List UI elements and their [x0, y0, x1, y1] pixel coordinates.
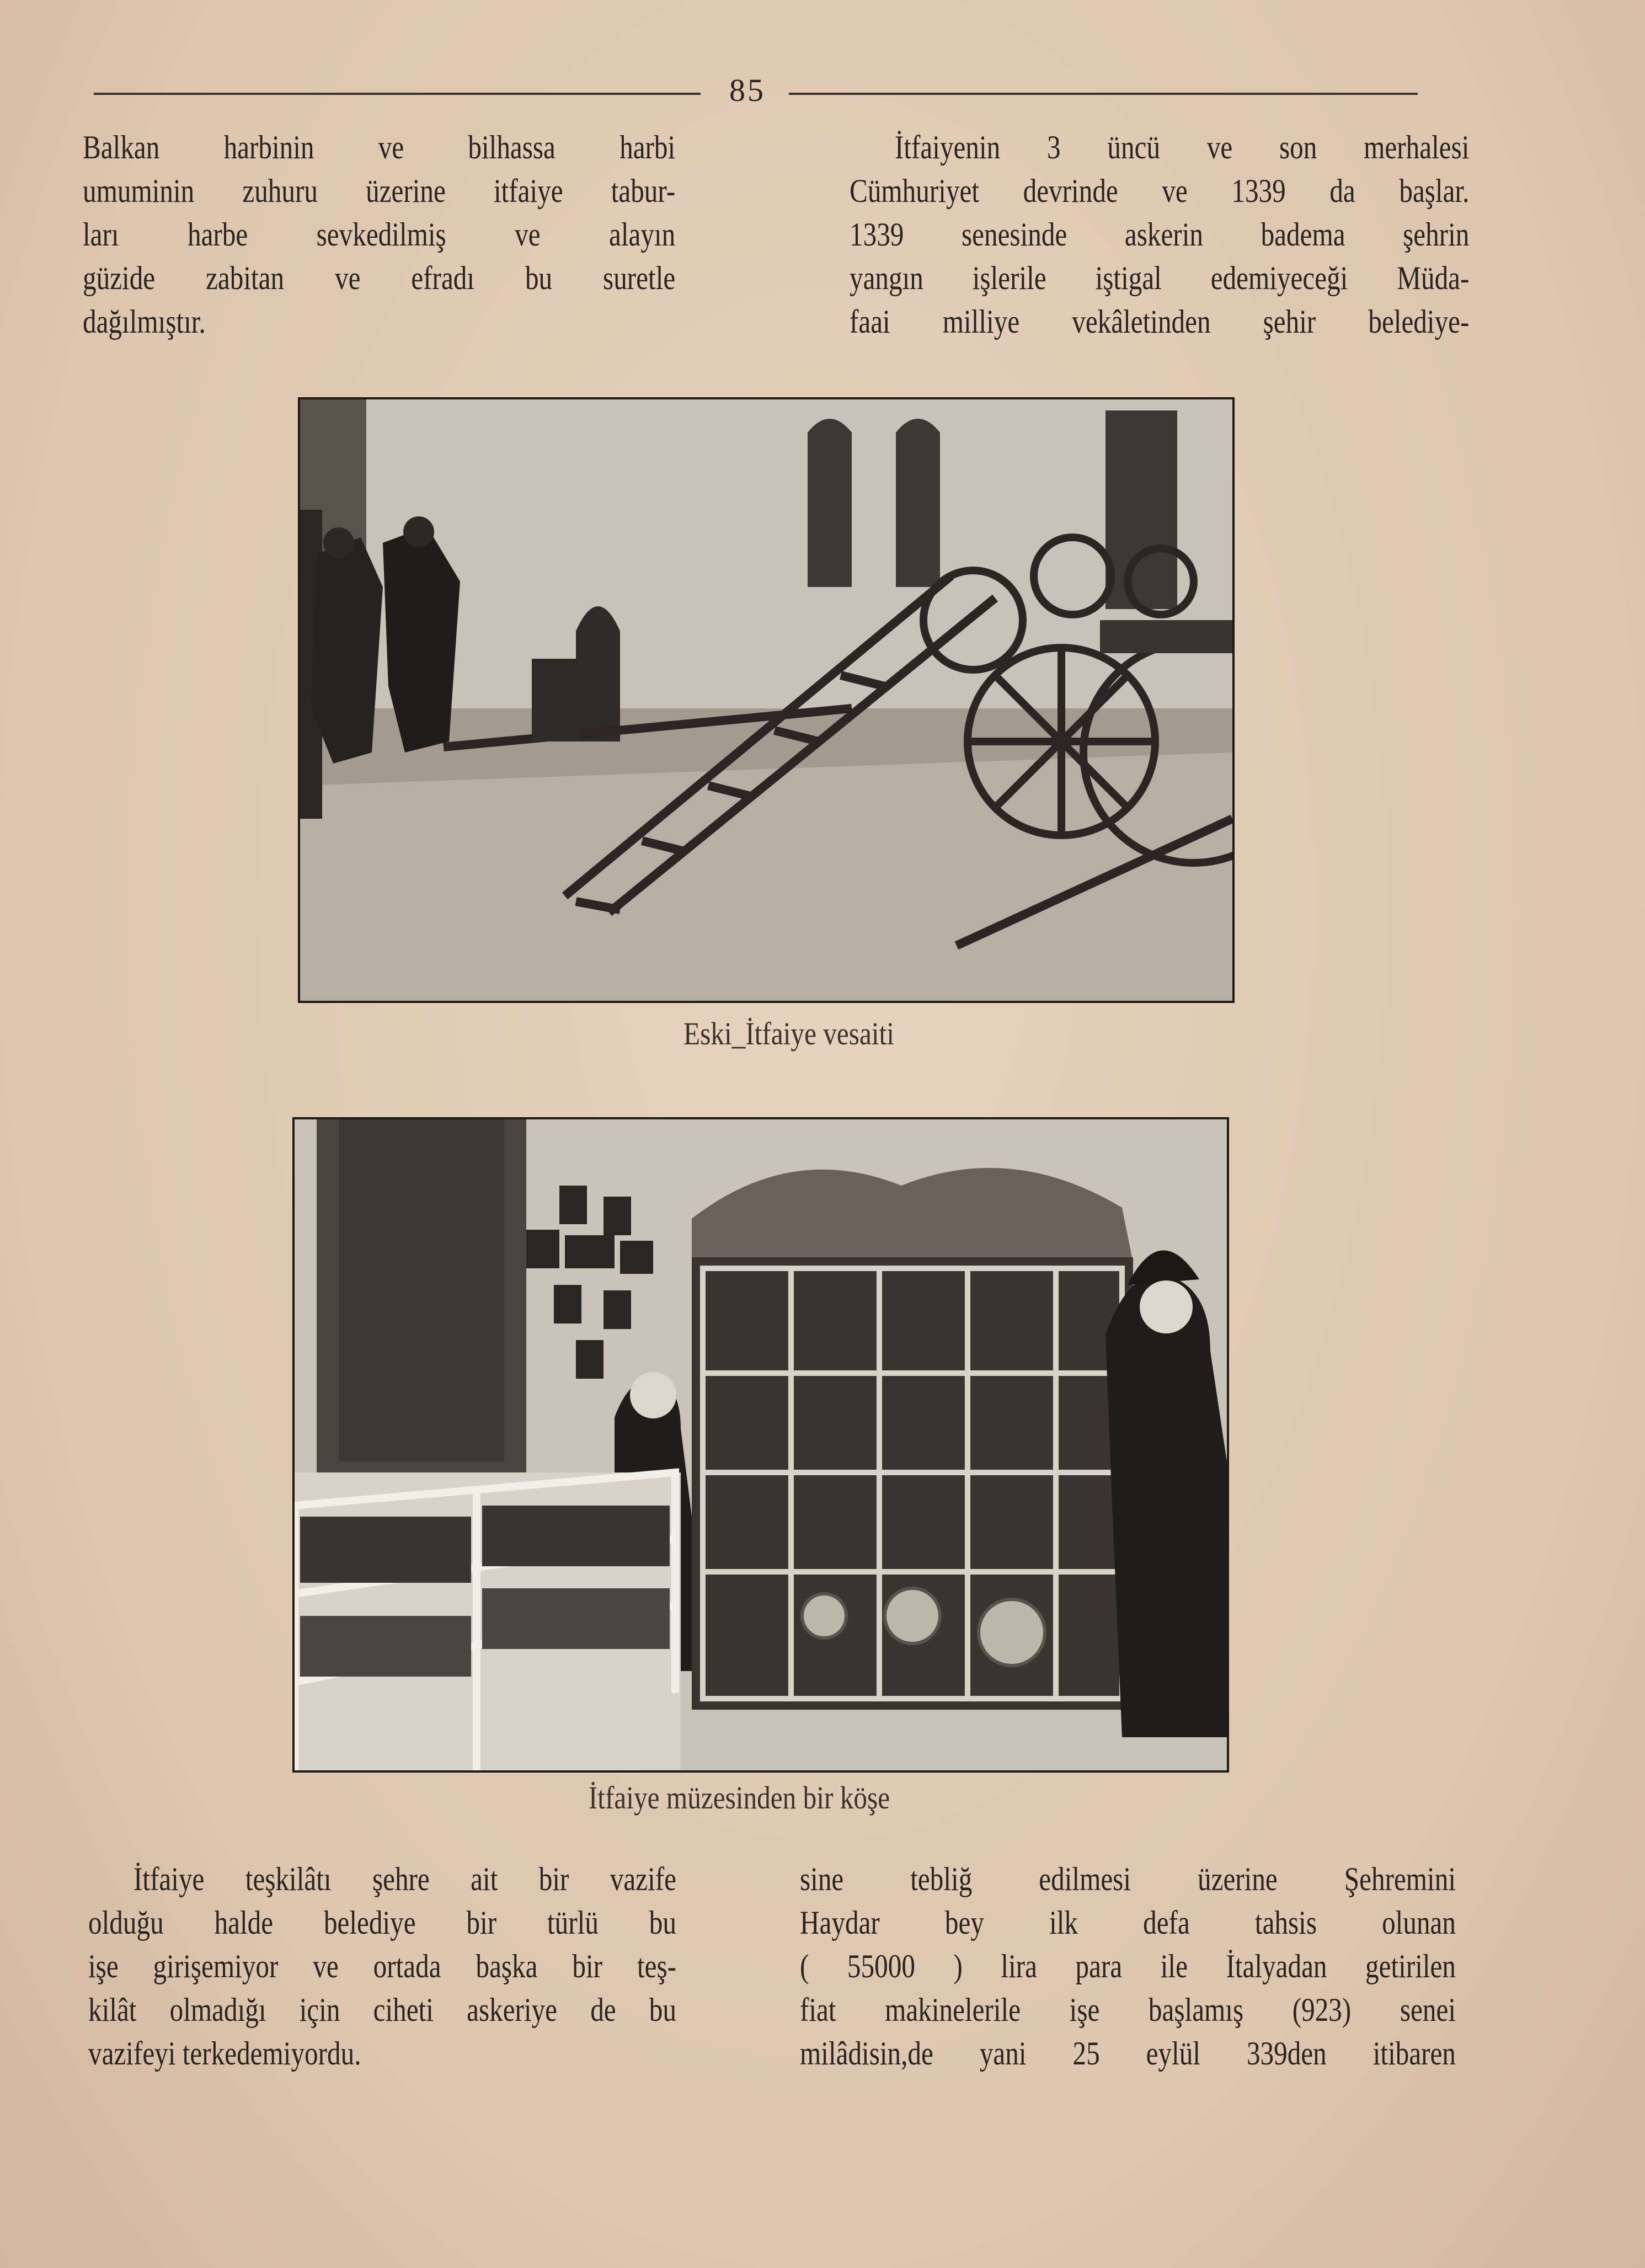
header-rule-right — [789, 93, 1418, 95]
text-column-bottom-left — [88, 1858, 676, 2075]
text-line: İtfaiyenin 3 üncü ve son merhalesi — [895, 129, 1470, 166]
photo-fire-museum-corner — [292, 1117, 1229, 1773]
photo-old-fire-equipment — [298, 397, 1235, 1003]
text-line: vazifeyi terkedemiyordu. — [88, 2035, 361, 2072]
text-line: umuminin zuhuru üzerine itfaiye tabur- — [83, 173, 676, 209]
text-line: Cümhuriyet devrinde ve 1339 da başlar. — [850, 173, 1470, 209]
text-line: fiat makinelerile işe başlamış (923) senei — [800, 1992, 1456, 2028]
text-column-top-left — [83, 126, 675, 344]
text-line: faai milliye vekâletinden şehir belediye- — [850, 303, 1470, 340]
photo-2-caption: İtfaiye müzesinden bir köşe — [588, 1780, 890, 1816]
text-line: güzide zabitan ve efradı bu suretle — [83, 260, 676, 296]
photo-old-fire-equipment-image — [300, 399, 1232, 1001]
text-line: Balkan harbinin ve bilhassa harbi — [83, 129, 676, 166]
photo-fire-museum-corner-image — [295, 1119, 1227, 1770]
text-line: İtfaiye teşkilâtı şehre ait bir vazife — [133, 1861, 676, 1897]
text-line: olduğu halde belediye bir türlü bu — [88, 1904, 676, 1941]
text-column-bottom-right — [800, 1858, 1456, 2075]
photo-1-caption: Eski_İtfaiye vesaiti — [683, 1016, 894, 1052]
text-line: kilât olmadığı için ciheti askeriye de bu — [88, 1992, 676, 2028]
text-column-top-right — [850, 126, 1469, 344]
text-line: Haydar bey ilk defa tahsis olunan — [800, 1904, 1456, 1941]
text-line: dağılmıştır. — [83, 303, 206, 340]
text-line: 1339 senesinde askerin badema şehrin — [850, 216, 1470, 253]
text-line: sine tebliğ edilmesi üzerine Şehremini — [800, 1861, 1456, 1897]
text-line: yangın işlerile iştigal edemiyeceği Müda- — [850, 260, 1470, 296]
text-line: milâdisin,de yani 25 eylül 339den itibaren — [800, 2035, 1456, 2072]
text-line: ları harbe sevkedilmiş ve alayın — [83, 216, 676, 253]
header-rule-left — [94, 93, 701, 95]
page-header — [94, 72, 1418, 110]
text-line: işe girişemiyor ve ortada başka bir teş- — [88, 1948, 676, 1984]
text-line: ( 55000 ) lira para ile İtalyadan getirilen — [800, 1948, 1456, 1984]
page-number: 85 — [729, 72, 766, 108]
